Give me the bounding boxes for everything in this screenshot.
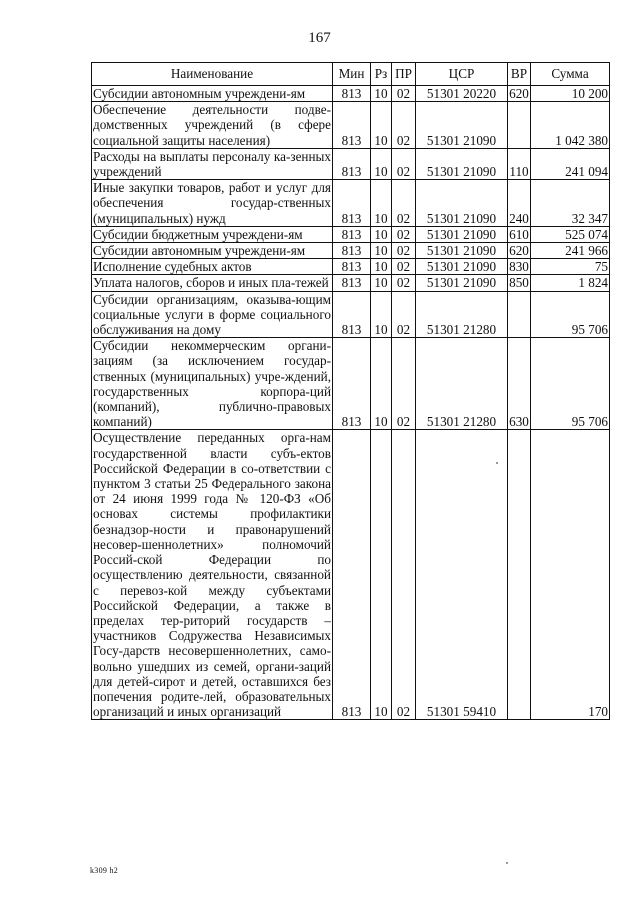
row-name: Субсидии некоммерческим органи-зациям (за исключением государ-ственных (муниципальных) учре-ждений, государственных корпора-ций (компаний), публично-правовых компаний): [93, 338, 331, 430]
table-row: [92, 102, 610, 149]
row-sum: 1 824: [531, 275, 610, 291]
row-csr: 51301 21090: [416, 243, 508, 259]
header-row: [92, 63, 610, 86]
row-rz: 10: [371, 259, 392, 275]
row-rz: 10: [371, 275, 392, 291]
table-row: [92, 291, 610, 338]
row-pr: 02: [392, 275, 416, 291]
row-vr: [508, 102, 531, 149]
row-csr: 51301 21090: [416, 275, 508, 291]
table-row: [92, 180, 610, 227]
row-vr: 620: [509, 243, 529, 259]
row-name: Субсидии автономным учреждени-ям: [92, 243, 333, 259]
header-csr: ЦСР: [416, 63, 508, 86]
row-name: Уплата налогов, сборов и иных пла-тежей: [92, 275, 333, 291]
table-row: [92, 148, 610, 179]
header-pr: ПР: [392, 63, 416, 86]
row-sum: 1 042 380: [531, 102, 610, 149]
row-min: 813: [333, 338, 371, 430]
header-sum: Сумма: [531, 63, 610, 86]
row-csr: 51301 21090: [416, 180, 508, 227]
row-pr: 02: [392, 338, 416, 430]
row-csr: 51301 21090: [416, 259, 508, 275]
header-name: Наименование: [92, 63, 333, 86]
row-min: 813: [333, 102, 371, 149]
row-sum: 95 706: [531, 338, 610, 430]
table-row: [92, 275, 610, 291]
row-sum: 95 706: [531, 291, 610, 338]
row-vr: [508, 291, 531, 338]
row-rz: 10: [371, 226, 392, 242]
row-min: 813: [333, 430, 371, 720]
row-name: Иные закупки товаров, работ и услуг для обеспечения государ-ственных (муниципальных) нужд: [93, 180, 331, 226]
scan-speck: [506, 862, 508, 864]
row-name: Расходы на выплаты персоналу ка-зенных учреждений: [93, 148, 331, 180]
row-name: Исполнение судебных актов: [92, 259, 333, 275]
row-csr: 51301 59410: [416, 430, 508, 720]
row-pr: 02: [392, 102, 416, 149]
row-rz: 10: [371, 180, 392, 227]
header-rz: Рз: [371, 63, 392, 86]
row-pr: 02: [392, 148, 416, 179]
table-row: [92, 243, 610, 259]
row-sum: 241 094: [531, 148, 610, 179]
table-row: [92, 86, 610, 102]
row-csr: 51301 21090: [416, 102, 508, 149]
table-row: [92, 226, 610, 242]
header-vr: ВР: [508, 63, 531, 86]
row-csr: 51301 21090: [416, 148, 508, 179]
row-pr: 02: [392, 259, 416, 275]
budget-table: [91, 62, 610, 720]
row-min: 813: [333, 148, 371, 179]
row-min: 813: [333, 275, 371, 291]
row-rz: 10: [371, 148, 392, 179]
row-rz: 10: [371, 430, 392, 720]
scan-speck: [496, 462, 498, 464]
row-vr: 110: [508, 148, 531, 179]
row-name: Субсидии автономным учреждени-ям: [92, 86, 333, 102]
row-pr: 02: [392, 243, 416, 259]
table-row: [92, 430, 610, 720]
row-vr: [508, 430, 531, 720]
row-name: Осуществление переданных орга-нам государственной власти субъ-ектов Российской Федерации в со-ответствии с пунктом 3 статьи 25 Федерального закона от 24 июня 1999 года № 120-ФЗ «Об основах системы профилактики безнадзор-ности и правонарушений несовер-шеннолетних» полномочий Россий-ской Федерации по осуществлению деятельности, связанной с перевоз-кой между субъектами Российской Федерации, а также в пределах тер-риторий государств – участников Содружества Независимых Госу-дарств несовершеннолетних, само-вольно ушедших из семей, органи-заций для детей-сирот и детей, оставшихся без попечения родите-лей, образовательных организаций и иных организаций: [93, 430, 331, 720]
row-pr: 02: [392, 86, 416, 102]
row-vr: 830: [509, 259, 529, 275]
row-vr: 850: [509, 275, 529, 291]
row-min: 813: [333, 259, 371, 275]
row-rz: 10: [371, 243, 392, 259]
row-rz: 10: [371, 102, 392, 149]
row-sum: 170: [531, 430, 610, 720]
row-pr: 02: [392, 291, 416, 338]
row-vr: 620: [509, 86, 529, 101]
row-name: Обеспечение деятельности подве-домственных учреждений (в сфере социальной защиты населения): [93, 102, 331, 148]
row-name: Субсидии организациям, оказыва-ющим социальные услуги в форме социального обслуживания на дому: [93, 291, 331, 338]
table-row: [92, 259, 610, 275]
header-min: Мин: [333, 63, 371, 86]
row-min: 813: [333, 291, 371, 338]
row-pr: 02: [392, 180, 416, 227]
row-csr: 51301 21280: [416, 291, 508, 338]
row-csr: 51301 21280: [416, 338, 508, 430]
table-row: [92, 338, 610, 430]
page-number: 167: [308, 30, 331, 46]
footer-code: k309 h2: [90, 866, 119, 875]
row-pr: 02: [392, 226, 416, 242]
row-min: 813: [333, 180, 371, 227]
row-csr: 51301 21090: [416, 226, 508, 242]
row-min: 813: [333, 243, 371, 259]
row-vr: 240: [508, 180, 531, 227]
row-csr: 51301 20220: [416, 86, 508, 102]
row-sum: 525 074: [531, 226, 610, 242]
row-sum: 75: [531, 259, 610, 275]
row-sum: 32 347: [531, 180, 610, 227]
row-rz: 10: [371, 338, 392, 430]
row-sum: 10 200: [531, 86, 610, 102]
row-vr: 610: [509, 226, 529, 242]
row-rz: 10: [371, 291, 392, 338]
row-min: 813: [333, 226, 371, 242]
row-vr: 630: [508, 338, 531, 430]
row-sum: 241 966: [531, 243, 610, 259]
row-pr: 02: [392, 430, 416, 720]
row-name: Субсидии бюджетным учреждени-ям: [92, 226, 333, 242]
row-min: 813: [333, 86, 371, 102]
row-rz: 10: [371, 86, 392, 102]
